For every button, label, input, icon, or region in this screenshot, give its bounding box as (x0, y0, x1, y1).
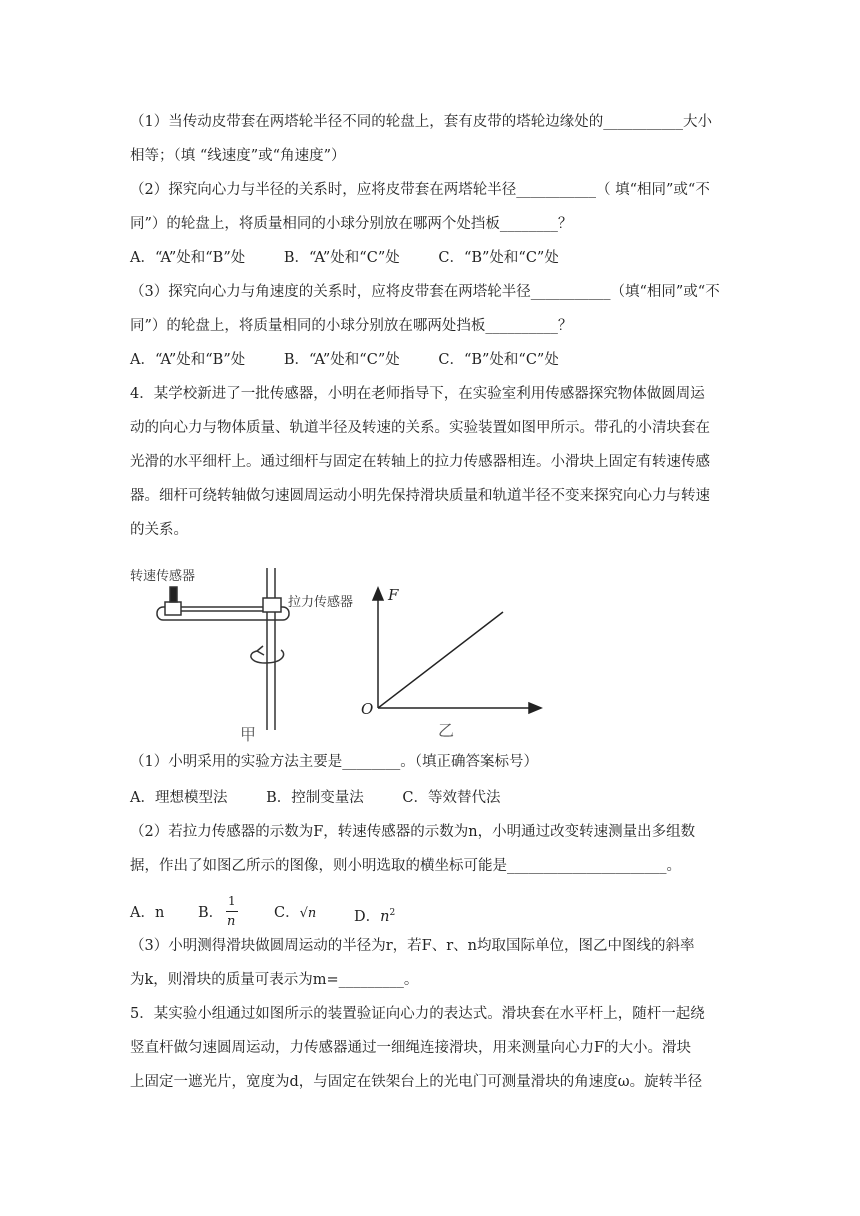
q3-part2-options (130, 248, 593, 268)
figure-yi-label: 乙 (438, 721, 455, 740)
option-b: B．控制变量法 (266, 790, 364, 806)
force-graph (373, 588, 541, 713)
option-a: A．n (130, 905, 165, 921)
exponent: 2 (389, 908, 396, 918)
option-a: A．“A”处和“B”处 (130, 250, 246, 266)
q3-part1-line1: （1）当传动皮带套在两塔轮半径不同的轮盘上，套有皮带的塔轮边缘处的___________大小 (130, 114, 712, 130)
speed-sensor-label: 转速传感器 (130, 569, 196, 584)
q4-figure (125, 560, 565, 745)
n-base: n (380, 908, 390, 925)
q3-part2-line1: （2）探究向心力与半径的关系时，应将皮带套在两塔轮半径___________（ 填“相同”或“不 (130, 182, 710, 198)
q3-part3-options (130, 350, 593, 370)
q5-stem-line1: 5．某实验小组通过如图所示的装置验证向心力的表达式。滑块套在水平杆上，随杆一起绕 (130, 1006, 705, 1022)
option-c-prefix: C． (274, 905, 300, 921)
option-b: B．“A”处和“C”处 (283, 250, 400, 266)
option-d-prefix: D． (354, 908, 381, 925)
origin-label: O (361, 700, 374, 718)
slider-block (165, 602, 181, 615)
force-sensor-label: 拉力传感器 (288, 595, 354, 610)
q3-part1-line2: 相等；（填 “线速度”或“角速度”） (130, 148, 346, 164)
q5-stem-line3: 上固定一遮光片，宽度为d，与固定在铁架台上的光电门可测量滑块的角速度ω。旋转半径 (130, 1074, 703, 1090)
q4-stem-line5: 的关系。 (130, 522, 188, 538)
option-b: B．“A”处和“C”处 (283, 352, 400, 368)
graph-line (378, 612, 503, 708)
force-sensor (263, 598, 281, 612)
option-c: C．“B”处和“C”处 (438, 352, 559, 368)
q4-sub3-line1: （3）小明测得滑块做圆周运动的半径为r，若F、r、n均取国际单位，图乙中图线的斜率 (130, 938, 695, 954)
fraction-denominator: n (227, 914, 236, 929)
q4-sub2-line1: （2）若拉力传感器的示数为F，转速传感器的示数为n，小明通过改变转速测量出多组数 (130, 824, 696, 840)
option-c: C．“B”处和“C”处 (438, 250, 559, 266)
option-d (354, 903, 424, 927)
q4-sub3-line2: 为k，则滑块的质量可表示为m=_________。 (130, 972, 419, 988)
figure-jia-label: 甲 (240, 725, 257, 744)
q3-part3-line2: 同”）的轮盘上，将质量相同的小球分别放在哪两处挡板__________？ (130, 318, 573, 334)
sqrt-n: √n (299, 906, 317, 921)
y-axis-arrow (373, 588, 383, 600)
q4-stem-line1: 4．某学校新进了一批传感器，小明在老师指导下，在实验室利用传感器探究物体做圆周运 (130, 386, 705, 402)
axis-f-label: F (388, 586, 399, 604)
q5-stem-line2: 竖直杆做匀速圆周运动，力传感器通过一细绳连接滑块，用来测量向心力F的大小。滑块 (130, 1040, 692, 1056)
option-c (274, 903, 344, 924)
q4-stem-line3: 光滑的水平细杆上。通过细杆与固定在转轴上的拉力传感器相连。小滑块上固定有转速传感 (130, 454, 710, 470)
option-a: A．“A”处和“B”处 (130, 352, 246, 368)
q4-sub1: （1）小明采用的实验方法主要是________。（填正确答案标号） (130, 754, 538, 770)
q4-stem-line2: 动的向心力与物体质量、轨道半径及转速的关系。实验装置如图甲所示。带孔的小清块套在 (130, 420, 710, 436)
x-axis-arrow (529, 703, 541, 713)
option-c: C．等效替代法 (402, 790, 501, 806)
option-a: A．理想模型法 (130, 790, 228, 806)
apparatus-diagram (157, 568, 289, 730)
speed-sensor (170, 587, 177, 602)
q3-part3-line1: （3）探究向心力与角速度的关系时，应将皮带套在两塔轮半径___________（填“相同”或“不 (130, 284, 720, 300)
q4-stem-line4: 器。细杆可绕转轴做匀速圆周运动小明先保持滑块质量和轨道半径不变来探究向心力与转速 (130, 488, 710, 504)
option-b-prefix: B． (198, 905, 224, 921)
q3-part2-line2: 同”）的轮盘上，将质量相同的小球分别放在哪两个处挡板________？ (130, 216, 573, 232)
q4-sub1-options (130, 788, 534, 808)
fraction-numerator: 1 (228, 894, 236, 908)
q4-sub2-line2: 据，作出了如图乙所示的图像，则小明选取的横坐标可能是______________________。 (130, 858, 681, 874)
